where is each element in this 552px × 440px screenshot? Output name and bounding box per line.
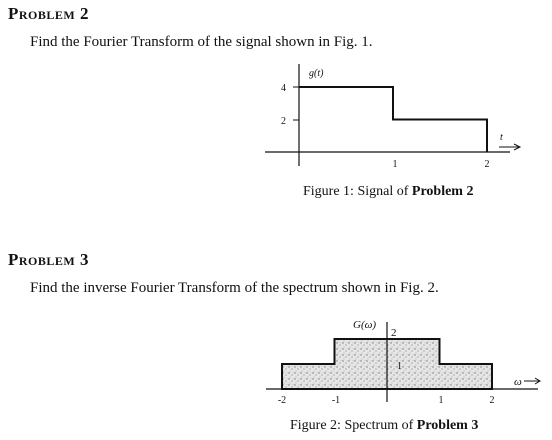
figure-1-caption-bold: Problem 2	[411, 184, 474, 199]
figure-1-caption	[303, 184, 473, 200]
fig1-xtick-label-2: 2	[484, 159, 490, 170]
fig2-level-label-2: 2	[391, 327, 397, 339]
figure-2-caption	[290, 418, 478, 434]
figure-2-caption-prefix: Figure 2: Spectrum of	[290, 418, 414, 433]
figure-2-caption-bold: Problem 3	[416, 418, 479, 433]
fig1-ytick-label-2: 2	[281, 116, 286, 127]
figure-1-caption-prefix: Figure 1: Signal of	[303, 184, 409, 199]
fig1-axis-var: t	[500, 132, 503, 143]
fig2-xtick-label-neg1: -1	[331, 395, 341, 406]
fig1-xtick-label-1: 1	[392, 159, 398, 170]
fig1-axis-arrow-icon	[499, 144, 520, 150]
fig2-function-label: G(ω)	[353, 319, 377, 331]
fig2-level-label-1: 1	[397, 361, 402, 372]
fig2-axis-arrow-icon	[524, 378, 540, 384]
problem-2-title: Problem 2	[8, 4, 89, 23]
fig2-xtick-label-1: 1	[438, 395, 444, 406]
problem-3-title: Problem 3	[8, 250, 89, 269]
fig2-xtick-label-neg2: -2	[277, 395, 287, 406]
fig2-xtick-label-2: 2	[489, 395, 495, 406]
fig1-ytick-label-4: 4	[281, 83, 286, 94]
fig2-axis-var: ω	[514, 376, 522, 388]
fig1-signal-line	[299, 87, 487, 152]
problem-2-text: Find the Fourier Transform of the signal shown in Fig. 1.	[30, 34, 373, 50]
problem-3-text: Find the inverse Fourier Transform of the spectrum shown in Fig. 2.	[30, 280, 439, 296]
fig1-function-label: g(t)	[309, 68, 324, 79]
